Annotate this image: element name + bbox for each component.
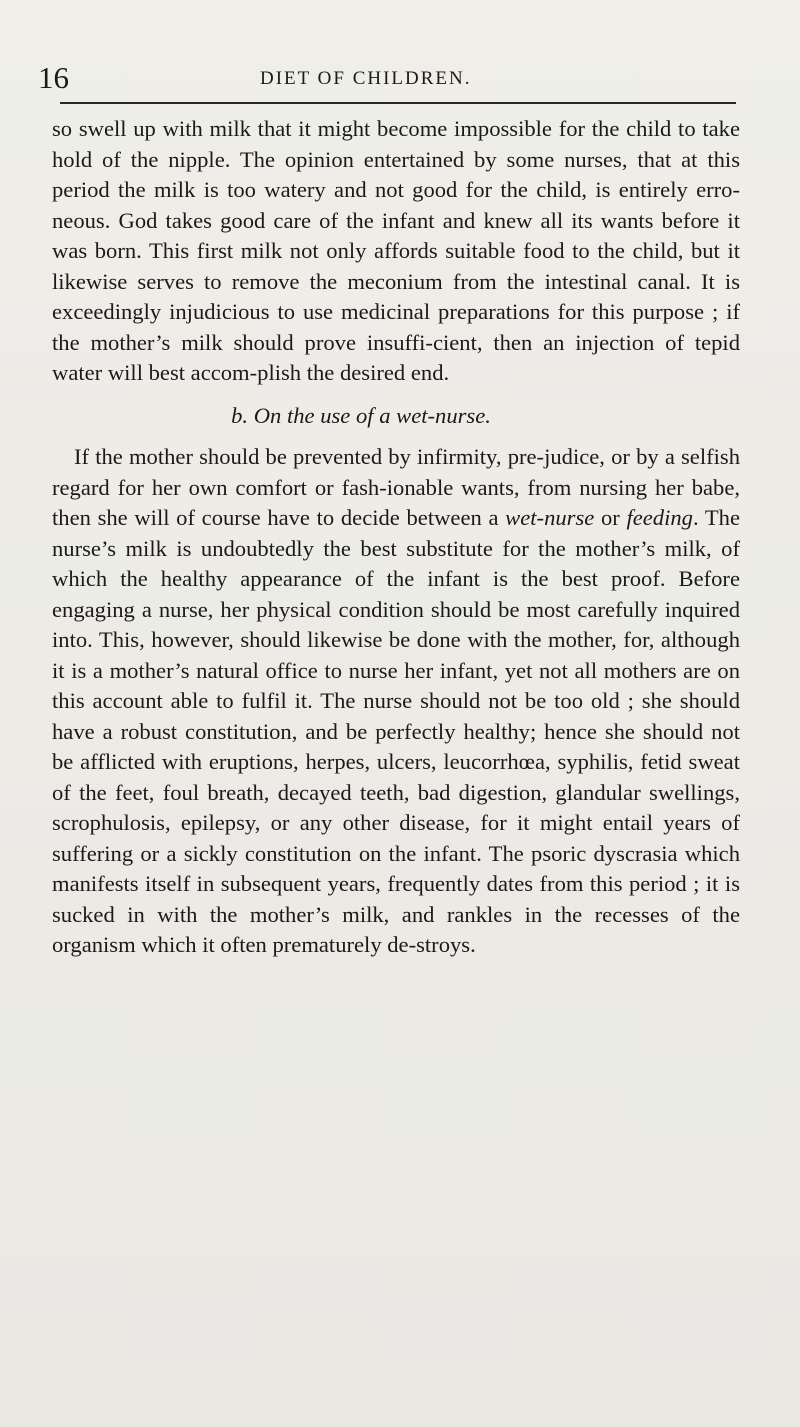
page-header [0,58,800,98]
paragraph-text: or [594,505,627,530]
body-text [52,114,740,961]
paragraph-text: . The nurse’s milk is undoubtedly the best substitute for the mother’s milk, of which the healthy appearance of the infant is the best proof. Before engaging a nurse, her physical condition should be most carefully inquired into. This, however, should likewise be done with the mother, for, although it is a mother’s natural office to nurse her infant, yet not all mothers are on this account able to fulfil it. The nurse should not be too old ; she should have a robust constitution, and be perfectly healthy; hence she should not be afflicted with eruptions, herpes, ulcers, leucorrhœa, syphilis, fetid sweat of the feet, foul breath, decayed teeth, bad digestion, glandular swellings, scrophulosis, epilepsy, or any other disease, for it might entail years of suffering or a sickly constitution on the infant. The psoric dyscrasia which manifests itself in subsequent years, frequently dates from this period ; it is sucked in with the mother’s milk, and rankles in the recesses of the organism which it often prematurely de-stroys. [52,505,741,957]
section-heading: b. On the use of a wet-nurse. [231,402,491,428]
emphasis-wet-nurse: wet-nurse [505,505,595,530]
emphasis-feeding: feeding [626,505,693,530]
paragraph-text: If the mother should be prevented by infirmity, pre-judice, or by a selfish regard for her own comfort or fash-ionable wants, from nursing her babe, then she will of course have to decide between a [52,444,740,530]
paragraph-continued: so swell up with milk that it might become impossible for the child to take hold of the nipple. The opinion entertained by some nurses, that at this period the milk is too watery and not good for the child, is entirely erro-neous. God takes good care of the infant and knew all its wants before it was born. This first milk not only affords suitable food to the child, but it likewise serves to remove the meconium from the intestinal canal. It is exceedingly injudicious to use medicinal preparations for this purpose ; if the mother’s milk should prove insuffi-cient, then an injection of tepid water will best accom-plish the desired end. [52,116,740,385]
running-title: DIET OF CHILDREN. [260,68,472,89]
paragraph-wet-nurse [52,442,740,961]
header-rule [60,102,736,104]
page-number: 16 [38,60,69,95]
